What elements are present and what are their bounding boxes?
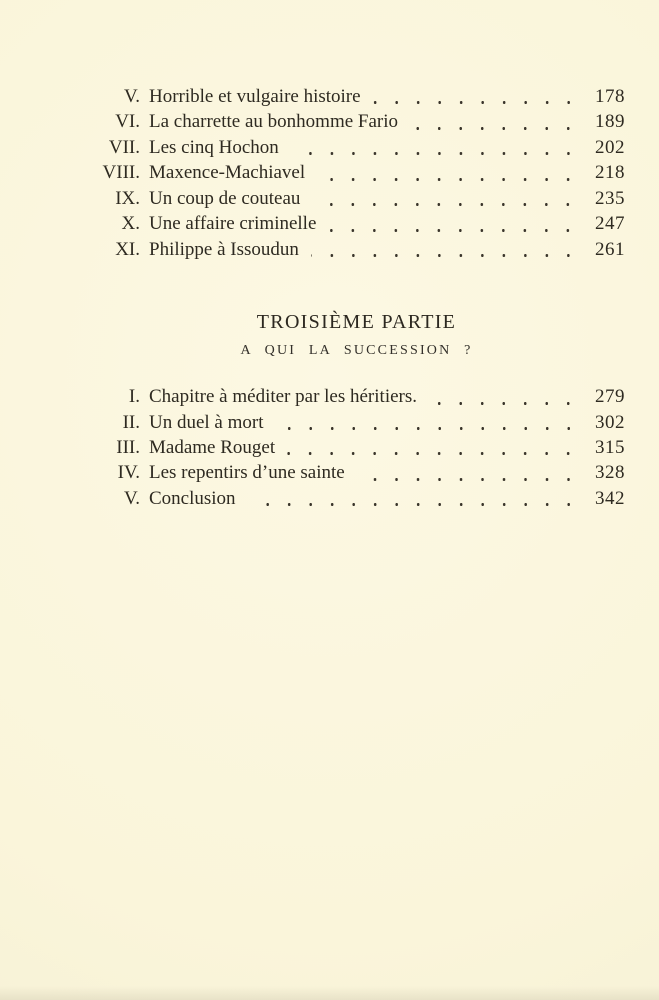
dot-leader <box>357 460 581 485</box>
chapter-page-number: 261 <box>595 238 625 260</box>
toc-entry <box>88 460 625 485</box>
toc-entry <box>88 435 625 460</box>
chapter-page-number: 328 <box>595 462 625 484</box>
dot-leader <box>291 135 581 160</box>
toc-entry <box>88 160 625 185</box>
chapter-numeral: XI. <box>115 238 140 260</box>
chapter-numeral: IV. <box>117 462 140 484</box>
dot-leader <box>276 410 581 435</box>
chapter-numeral: X. <box>121 213 140 235</box>
chapter-title: La charrette au bonhomme Fario <box>149 111 399 133</box>
chapter-page-number: 178 <box>595 86 625 107</box>
chapter-page-number: 342 <box>595 487 625 509</box>
chapter-title: Maxence-Machiavel <box>149 162 306 184</box>
dot-leader <box>429 384 581 409</box>
chapter-title: Conclusion <box>149 487 236 509</box>
chapter-numeral: V. <box>123 487 140 509</box>
chapter-numeral: V. <box>123 86 140 107</box>
dot-leader <box>410 109 581 134</box>
chapter-title: Philippe à Issoudun <box>149 238 299 260</box>
toc-entry <box>88 410 625 435</box>
toc-part-three-entries <box>88 384 625 511</box>
dot-leader <box>248 486 581 511</box>
chapter-title: Les cinq Hochon <box>149 136 279 158</box>
chapter-numeral: VIII. <box>102 162 140 184</box>
part-heading: TROISIÈME PARTIE <box>256 311 457 334</box>
dot-leader <box>317 160 581 185</box>
dot-leader <box>373 84 581 109</box>
dot-leader <box>312 186 581 211</box>
toc-entry <box>88 109 625 134</box>
chapter-page-number: 235 <box>595 187 625 209</box>
chapter-page-number: 279 <box>595 386 625 408</box>
toc-entry <box>88 84 625 109</box>
toc-entry <box>88 486 625 511</box>
dot-leader <box>328 211 581 236</box>
chapter-page-number: 218 <box>595 162 625 184</box>
chapter-numeral: IX. <box>115 187 140 209</box>
toc-entry <box>88 211 625 236</box>
chapter-title: Les repentirs d’une sainte <box>149 462 345 484</box>
chapter-title: Horrible et vulgaire histoire <box>149 86 361 107</box>
toc-part-two-entries <box>88 84 625 262</box>
chapter-page-number: 189 <box>595 111 625 133</box>
chapter-numeral: VII. <box>108 136 140 158</box>
chapter-title: Un coup de couteau <box>149 187 301 209</box>
table-of-contents <box>88 0 625 511</box>
toc-entry <box>88 384 625 409</box>
chapter-page-number: 302 <box>595 411 625 433</box>
dot-leader <box>287 435 581 460</box>
part-subheading: A QUI LA SUCCESSION ? <box>240 343 473 359</box>
chapter-page-number: 247 <box>595 213 625 235</box>
page-edge-shadow <box>0 986 659 1000</box>
toc-entry <box>88 237 625 262</box>
chapter-numeral: I. <box>128 386 140 408</box>
chapter-numeral: III. <box>116 436 140 458</box>
chapter-title: Madame Rouget <box>149 436 276 458</box>
toc-entry <box>88 135 625 160</box>
toc-entry <box>88 186 625 211</box>
dot-leader <box>311 237 581 262</box>
chapter-numeral: VI. <box>115 111 140 133</box>
chapter-title: Une affaire criminelle <box>149 213 317 235</box>
chapter-title: Un duel à mort <box>149 411 264 433</box>
chapter-title: Chapitre à méditer par les héritiers. <box>149 386 418 408</box>
chapter-numeral: II. <box>122 411 140 433</box>
chapter-page-number: 315 <box>595 436 625 458</box>
chapter-page-number: 202 <box>595 136 625 158</box>
